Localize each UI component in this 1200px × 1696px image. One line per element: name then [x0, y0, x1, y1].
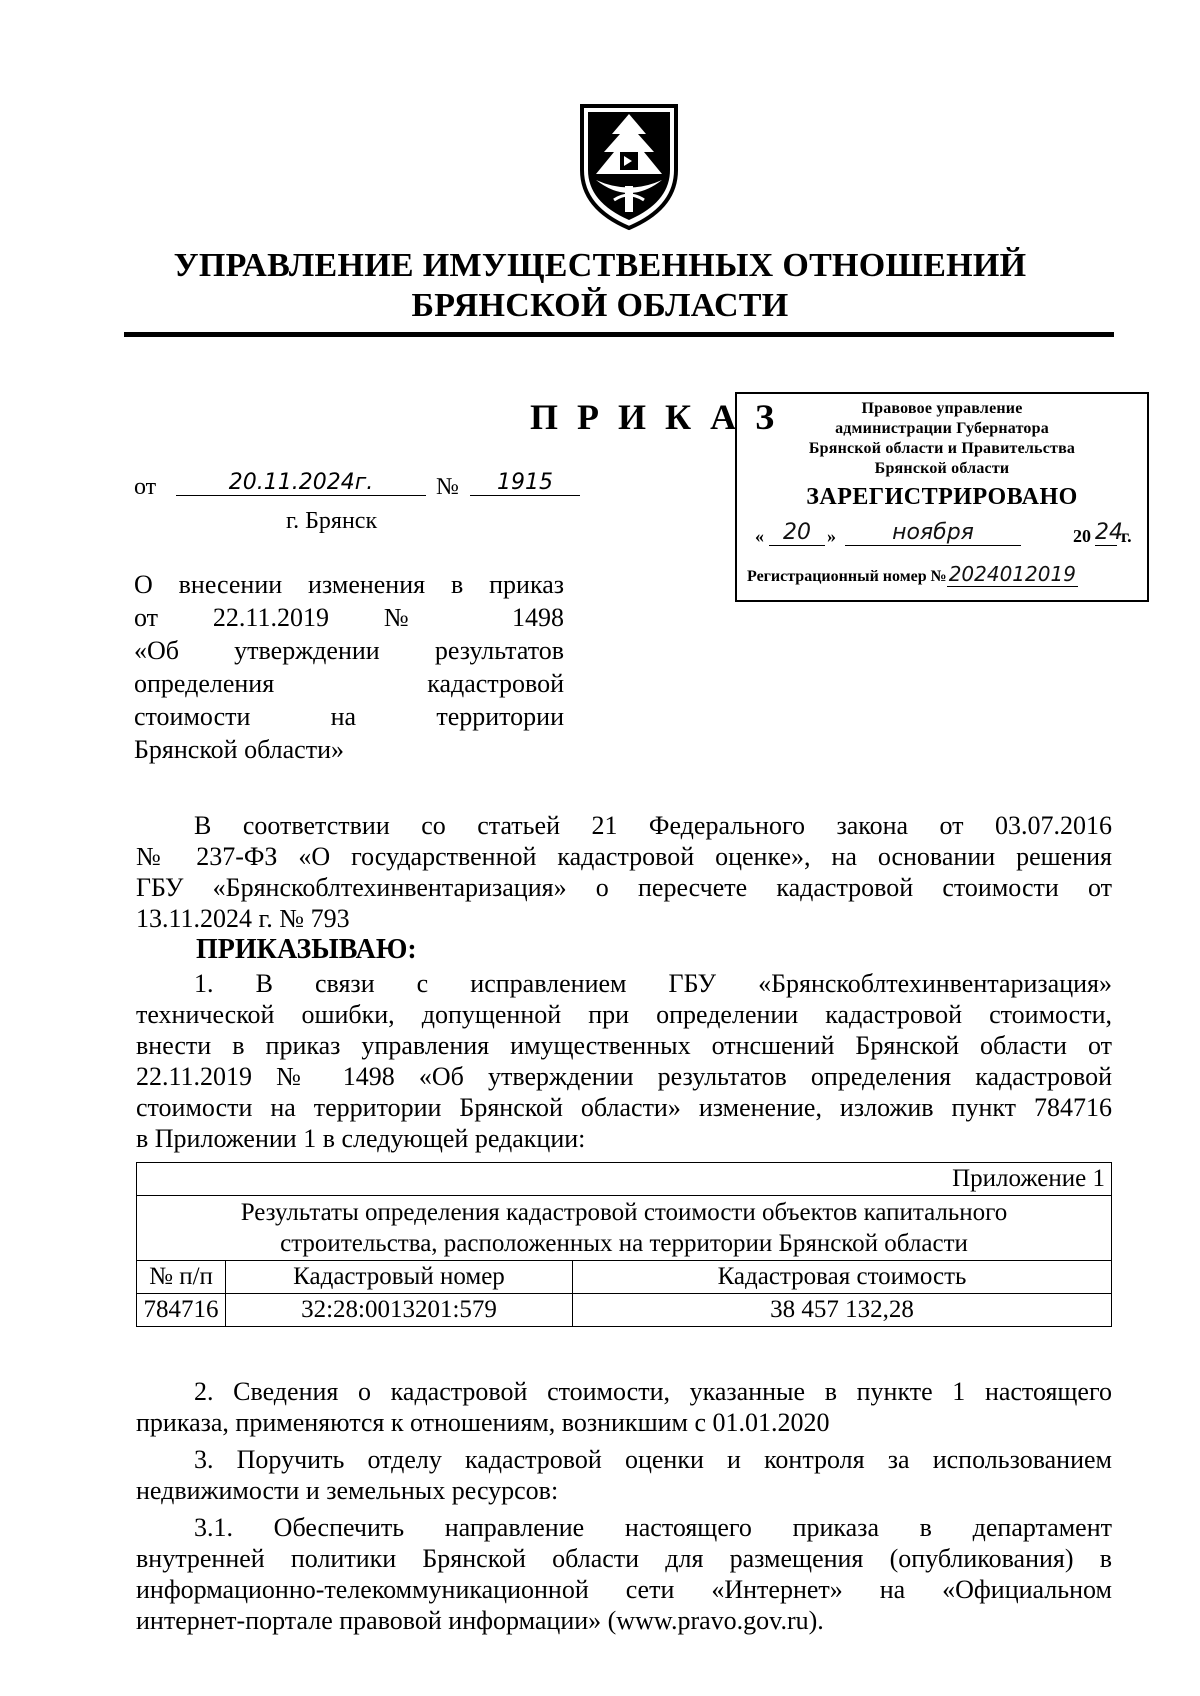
stamp-date-line: « 20 » ноября 20 24 г.: [755, 520, 1132, 546]
item1-paragraph: [136, 968, 1112, 1154]
organization-name-line1: УПРАВЛЕНИЕ ИМУЩЕСТВЕННЫХ ОТНОШЕНИЙ: [173, 247, 1027, 284]
appendix-label: Приложение 1: [137, 1163, 1112, 1196]
stamp-registered-label: ЗАРЕГИСТРИРОВАНО: [806, 484, 1078, 510]
text-line: 3. Поручить отделу кадастровой оценки и контроля за использованием: [194, 1445, 1112, 1474]
stamp-line1: Правовое управление: [861, 400, 1023, 417]
stamp-line3: Брянской области и Правительства: [808, 440, 1076, 457]
text-line: приказа, применяются к отношениям, возникшим с 01.01.2020: [136, 1408, 830, 1437]
item3-paragraph: [136, 1444, 1112, 1506]
stamp-reg-number-line: [747, 562, 1137, 586]
order-city: г. Брянск: [286, 508, 378, 534]
stamp-reg-number-label: Регистрационный номер №: [747, 568, 947, 585]
text-line: № 237-ФЗ «О государственной кадастровой оценке», на основании решения: [136, 842, 1112, 871]
order-word: ПРИКАЗЫВАЮ:: [196, 934, 417, 965]
text-line: 22.11.2019 № 1498 «Об утверждении результатов определения кадастровой: [136, 1062, 1112, 1091]
text-line: технической ошибки, допущенной при определении кадастровой стоимости,: [136, 1000, 1112, 1029]
stamp-line2: администрации Губернатора: [835, 420, 1049, 437]
table-title-line: Результаты определения кадастровой стоимости объектов капитального: [240, 1199, 1008, 1226]
text-line: недвижимости и земельных ресурсов:: [136, 1476, 559, 1505]
table-header-cell: № п/п: [137, 1261, 226, 1294]
text-line: 3.1. Обеспечить направление настоящего приказа в департамент: [194, 1513, 1112, 1542]
preamble-paragraph: [136, 810, 1112, 934]
text-line: стоимости на территории Брянской области» изменение, изложив пункт 784716: [136, 1093, 1112, 1122]
registration-stamp: [735, 392, 1149, 602]
order-subject: [134, 568, 564, 766]
subject-line: стоимости на территории: [134, 702, 564, 731]
order-number: 1915: [470, 470, 580, 496]
appendix-table: [136, 1162, 1112, 1327]
text-line: 13.11.2024 г. № 793: [136, 904, 350, 933]
text-line: в Приложении 1 в следующей редакции:: [136, 1124, 586, 1153]
order-date: 20.11.2024г.: [176, 470, 426, 496]
stamp-reg-number: 2024012019: [948, 562, 1076, 586]
organization-name-line2: БРЯНСКОЙ ОБЛАСТИ: [411, 287, 789, 324]
text-line: интернет-портале правовой информации» (www.pravo.gov.ru).: [136, 1606, 824, 1635]
table-title: [137, 1196, 1112, 1261]
subject-line: от 22.11.2019 № 1498: [134, 603, 564, 632]
table-cell: 32:28:0013201:579: [226, 1294, 573, 1327]
table-title-line: строительства, расположенных на территории Брянской области: [280, 1230, 968, 1257]
item2-paragraph: [136, 1376, 1112, 1438]
text-line: внести в приказ управления имущественных отнсшений Брянской области от: [136, 1031, 1112, 1060]
number-label: №: [436, 474, 459, 500]
subject-line: определения кадастровой: [134, 669, 564, 698]
order-date-number-line: [134, 470, 594, 506]
stamp-year-suffix: 24: [1095, 520, 1123, 545]
table-row: [137, 1294, 1112, 1327]
item31-paragraph: [136, 1512, 1112, 1636]
text-line: внутренней политики Брянской области для размещения (опубликования) в: [136, 1544, 1112, 1573]
stamp-line4: Брянской области: [874, 460, 1010, 477]
text-line: ГБУ «Брянскоблтехинвентаризация» о пересчете кадастровой стоимости от: [136, 873, 1112, 902]
header-divider: [124, 332, 1114, 337]
table-header-cell: Кадастровая стоимость: [573, 1261, 1112, 1294]
text-line: В соответствии со статьей 21 Федерального закона от 03.07.2016: [194, 811, 1112, 840]
subject-line: «Об утверждении результатов: [134, 636, 564, 665]
coat-of-arms-emblem: [574, 100, 684, 232]
table-header-cell: Кадастровый номер: [226, 1261, 573, 1294]
stamp-year-tail: г.: [1121, 526, 1132, 546]
stamp-year-prefix: 20: [1073, 526, 1091, 546]
stamp-month: ноября: [845, 520, 1021, 546]
text-line: 1. В связи с исправлением ГБУ «Брянскоблтехинвентаризация»: [194, 969, 1112, 998]
stamp-day: 20: [769, 520, 825, 546]
table-cell: 784716: [137, 1294, 226, 1327]
document-type-title: П Р И К А З: [530, 397, 780, 437]
text-line: информационно-телекоммуникационной сети «Интернет» на «Официальном: [136, 1575, 1112, 1604]
table-cell: 38 457 132,28: [573, 1294, 1112, 1327]
subject-line: О внесении изменения в приказ: [134, 570, 564, 599]
from-label: от: [134, 474, 157, 500]
text-line: 2. Сведения о кадастровой стоимости, указанные в пункте 1 настоящего: [194, 1377, 1112, 1406]
subject-line: Брянской области»: [134, 735, 344, 764]
